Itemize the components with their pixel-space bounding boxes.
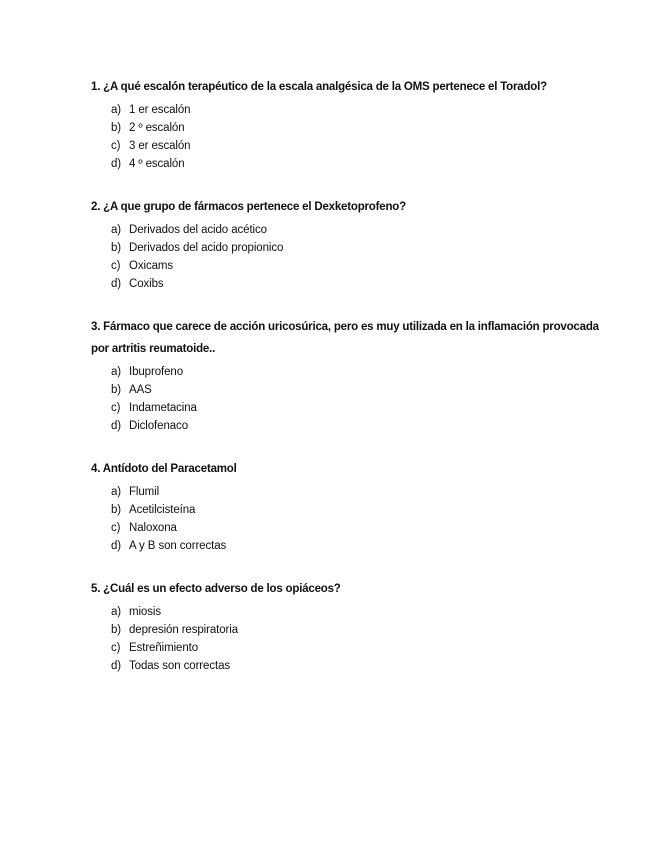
option-letter: d): [111, 660, 122, 672]
option-letter: a): [111, 366, 122, 378]
option-text: 2 º escalón: [129, 122, 185, 134]
option-letter: d): [111, 158, 122, 170]
option-letter: a): [111, 486, 122, 498]
option-text: miosis: [129, 606, 161, 618]
option-letter: c): [111, 140, 121, 152]
option-item: [111, 155, 611, 173]
question-3-options: [91, 363, 611, 435]
question-2-title: 2. ¿A que grupo de fármacos pertenece el Dexketoprofeno?: [91, 201, 406, 213]
option-letter: d): [111, 420, 122, 432]
option-item: [111, 501, 611, 519]
option-letter: a): [111, 224, 122, 236]
option-text: Estreñimiento: [129, 642, 199, 654]
option-item: [111, 239, 611, 257]
option-text: Coxibs: [129, 278, 164, 290]
option-item: [111, 221, 611, 239]
option-letter: b): [111, 624, 122, 636]
option-text: Indametacina: [129, 402, 197, 414]
question-4-title: 4. Antídoto del Paracetamol: [91, 463, 237, 475]
option-item: [111, 417, 611, 435]
option-letter: b): [111, 122, 122, 134]
question-3: [91, 316, 611, 435]
option-letter: b): [111, 384, 122, 396]
option-letter: d): [111, 278, 122, 290]
option-letter: b): [111, 242, 122, 254]
option-text: 1 er escalón: [129, 104, 191, 116]
option-item: [111, 657, 611, 675]
option-letter: c): [111, 522, 121, 534]
question-4: [91, 458, 611, 555]
option-text: depresión respiratoria: [129, 624, 239, 636]
option-text: A y B son correctas: [129, 540, 227, 552]
option-item: [111, 639, 611, 657]
option-item: [111, 537, 611, 555]
option-text: Diclofenaco: [129, 420, 188, 432]
option-item: [111, 137, 611, 155]
option-text: Ibuprofeno: [129, 366, 183, 378]
option-item: [111, 603, 611, 621]
option-letter: c): [111, 260, 121, 272]
option-item: [111, 519, 611, 537]
option-item: [111, 257, 611, 275]
question-5: [91, 578, 611, 675]
option-text: Derivados del acido propionico: [129, 242, 284, 254]
option-text: Oxicams: [129, 260, 174, 272]
option-item: [111, 483, 611, 501]
option-item: [111, 621, 611, 639]
option-text: Naloxona: [129, 522, 177, 534]
option-letter: b): [111, 504, 122, 516]
option-letter: c): [111, 402, 121, 414]
question-1-title: 1. ¿A qué escalón terapéutico de la escala analgésica de la OMS pertenece el Toradol?: [91, 81, 547, 93]
option-item: [111, 101, 611, 119]
option-text: Todas son correctas: [129, 660, 231, 672]
question-4-options: [91, 483, 611, 555]
question-1: [91, 76, 611, 173]
question-1-options: [91, 101, 611, 173]
question-5-title: 5. ¿Cuál es un efecto adverso de los opiáceos?: [91, 583, 341, 595]
option-item: [111, 381, 611, 399]
option-letter: c): [111, 642, 121, 654]
question-5-options: [91, 603, 611, 675]
question-3-title: 3. Fármaco que carece de acción uricosúrica, pero es muy utilizada en la inflamación provocada por artritis reumatoide..: [91, 321, 599, 355]
option-item: [111, 363, 611, 381]
option-item: [111, 119, 611, 137]
quiz-document: [91, 76, 611, 675]
option-text: Acetilcisteína: [129, 504, 196, 516]
option-text: 3 er escalón: [129, 140, 191, 152]
option-item: [111, 275, 611, 293]
option-text: Derivados del acido acético: [129, 224, 267, 236]
option-letter: a): [111, 606, 122, 618]
option-text: AAS: [129, 384, 152, 396]
option-item: [111, 399, 611, 417]
option-text: 4 º escalón: [129, 158, 185, 170]
option-text: Flumil: [129, 486, 160, 498]
question-2: [91, 196, 611, 293]
option-letter: d): [111, 540, 122, 552]
question-2-options: [91, 221, 611, 293]
option-letter: a): [111, 104, 122, 116]
